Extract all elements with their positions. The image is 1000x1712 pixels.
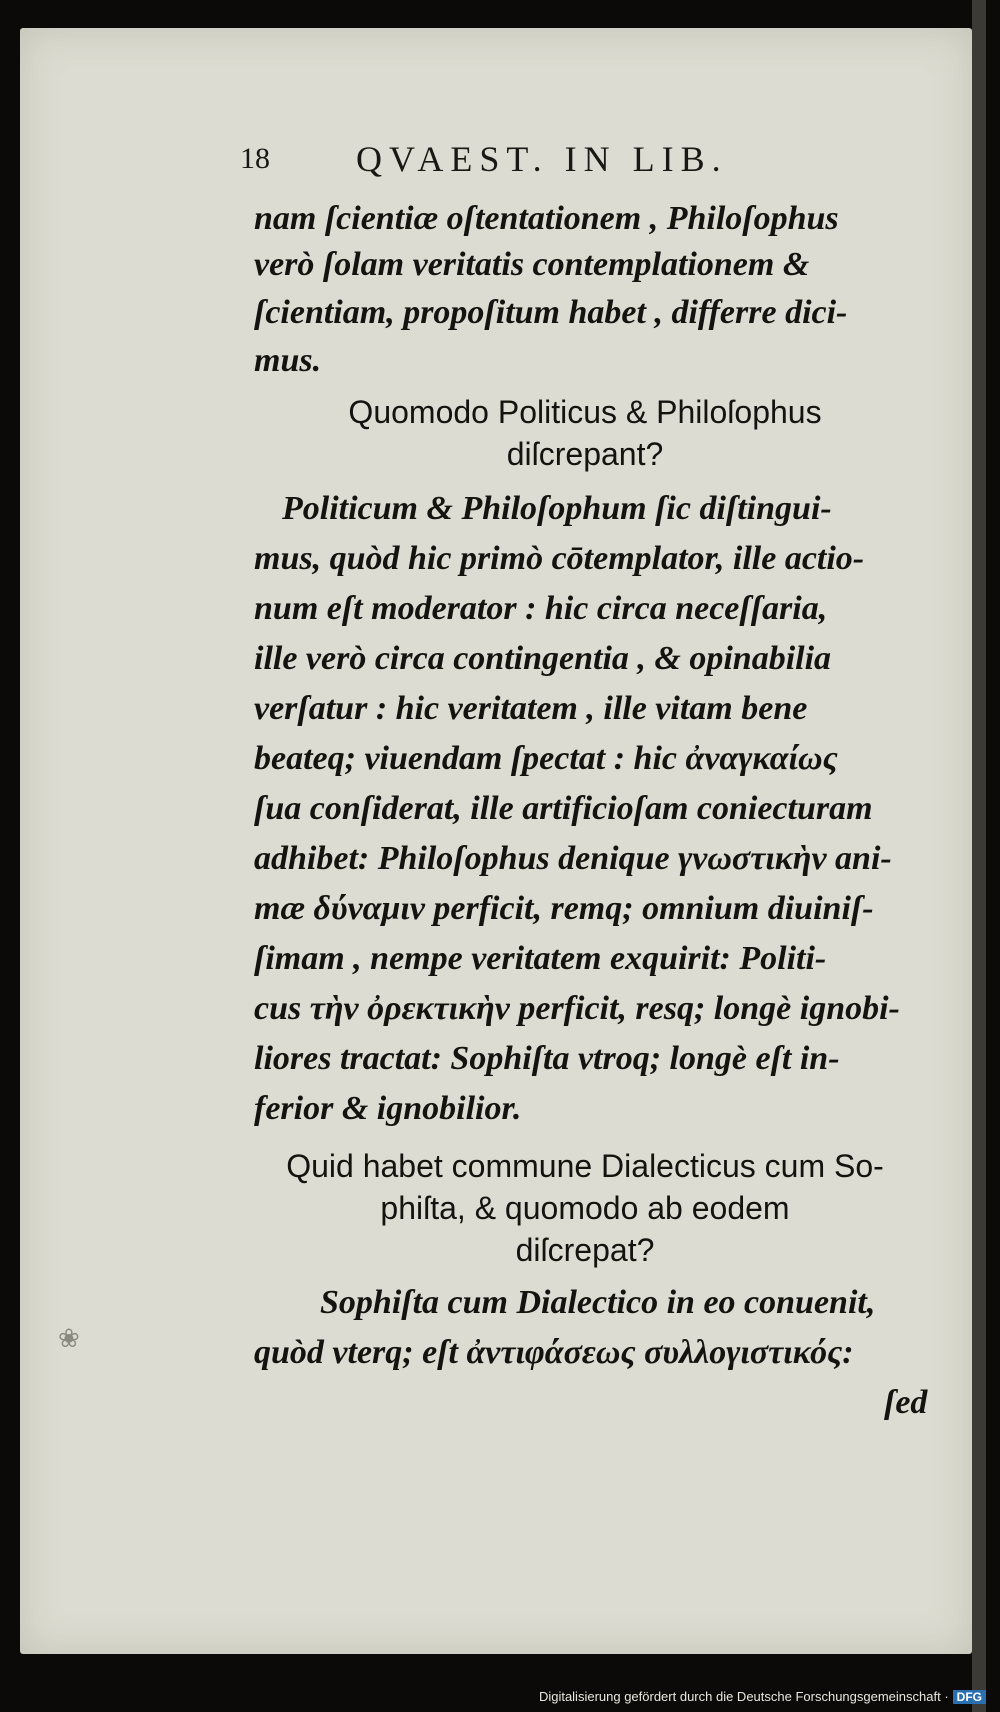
text-line: liores tractat: Sophiſta vtroq; longè eſt in- — [254, 1040, 840, 1077]
text-line: ſua conſiderat, ille artificioſam coniecturam — [254, 790, 873, 827]
text-line: verò ſolam veritatis contemplationem & — [254, 246, 810, 283]
text-line: Sophiſta cum Dialectico in eo conuenit, — [320, 1284, 876, 1321]
text-line: num eſt moderator : hic circa neceſſaria, — [254, 590, 828, 627]
section-heading: Quid habet commune Dialecticus cum So- — [286, 1148, 884, 1184]
dfg-logo-icon: DFG — [953, 1690, 986, 1704]
section-heading: diſcrepat? — [515, 1232, 655, 1268]
text-line: Politicum & Philoſophum ſic diſtingui- — [282, 490, 832, 527]
text-line: mus, quòd hic primò cōtemplator, ille actio- — [254, 540, 865, 577]
running-head — [240, 132, 860, 179]
text-line: quòd vterq; eſt ἀντιφάσεως συλλογιστικός: — [254, 1334, 854, 1371]
digitization-credit — [539, 1689, 986, 1704]
text-line: verſatur : hic veritatem , ille vitam bene — [254, 690, 808, 727]
small-fleuron-icon: ❀ — [58, 1324, 80, 1354]
text-line: adhibet: Philoſophus denique γνωστικὴν ani- — [254, 840, 892, 877]
section-heading: diſcrepant? — [506, 436, 664, 472]
text-line: mus. — [254, 342, 322, 379]
text-line: mæ δύναμιν perficit, remq; omnium diuiniſ- — [254, 890, 874, 927]
running-title: QVAEST. IN LIB. — [356, 139, 728, 179]
text-line: ſimam , nempe veritatem exquirit: Politi- — [254, 940, 827, 977]
text-line: ille verò circa contingentia , & opinabilia — [254, 640, 832, 677]
catchword: ſed — [884, 1384, 928, 1421]
text-line: ferior & ignobilior. — [254, 1090, 522, 1127]
text-line: ſcientiam, propoſitum habet , differre dici- — [254, 294, 848, 331]
section-heading: Quomodo Politicus & Philoſophus — [348, 394, 822, 430]
section-heading: phiſta, & quomodo ab eodem — [380, 1190, 790, 1226]
binding-gutter — [972, 0, 986, 1712]
credit-text: Digitalisierung gefördert durch die Deutsche Forschungsgemeinschaft · — [538, 1689, 949, 1704]
text-line: beateq; viuendam ſpectat : hic ἀναγκαίως — [254, 740, 838, 777]
text-line: nam ſcientiæ oſtentationem , Philoſophus — [254, 200, 839, 237]
page-number: 18 — [240, 142, 270, 175]
text-line: cus τὴν ὀρεκτικὴν perficit, resq; longè ignobi- — [254, 990, 900, 1027]
